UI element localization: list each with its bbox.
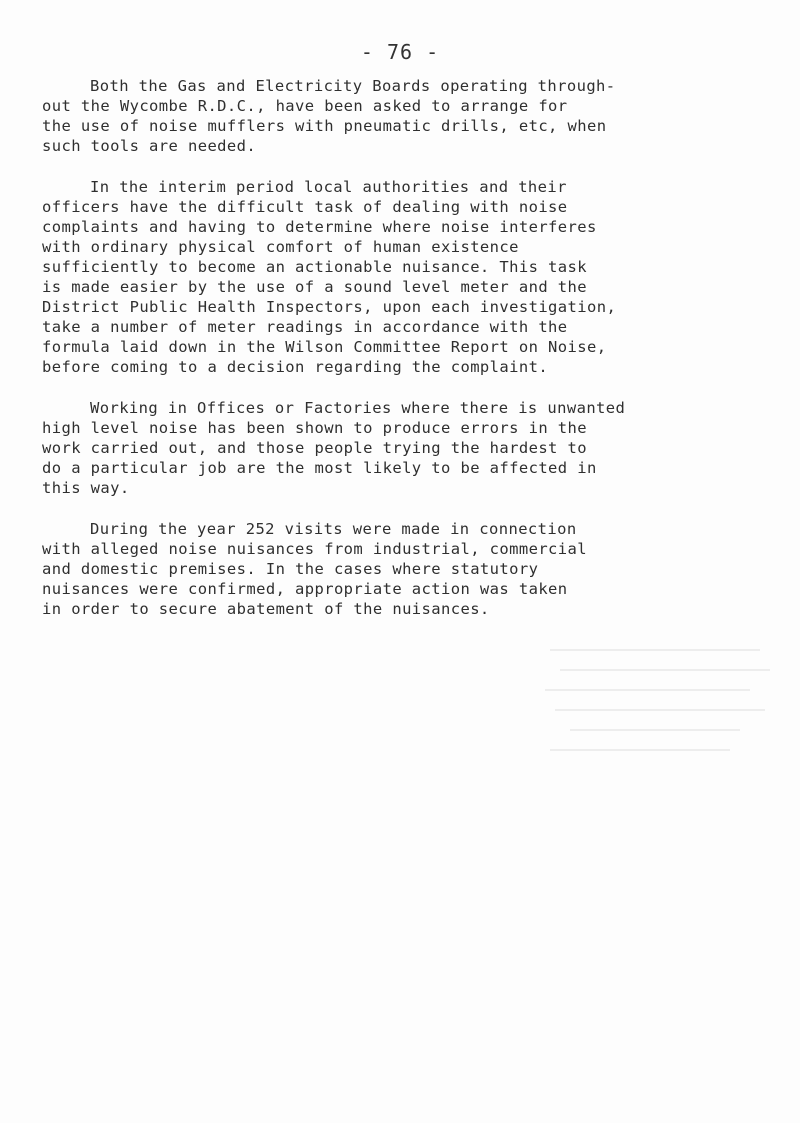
text-line: officers have the difficult task of dealing with noise <box>42 198 568 216</box>
page-number: - 76 - <box>360 40 440 64</box>
text-line: Both the Gas and Electricity Boards operating through- <box>90 77 616 95</box>
text-line: the use of noise mufflers with pneumatic drills, etc, when <box>42 117 607 135</box>
text-line: do a particular job are the most likely to be affected in <box>42 459 597 477</box>
text-line: with ordinary physical comfort of human existence <box>42 238 519 256</box>
document-body <box>42 76 782 640</box>
text-line: this way. <box>42 479 130 497</box>
text-line: In the interim period local authorities and their <box>90 178 567 196</box>
text-line: nuisances were confirmed, appropriate action was taken <box>42 580 568 598</box>
text-line: complaints and having to determine where noise interferes <box>42 218 597 236</box>
text-line: work carried out, and those people trying the hardest to <box>42 439 587 457</box>
paragraph-visits <box>42 519 782 619</box>
paragraph-offices-factories <box>42 398 782 498</box>
text-line: out the Wycombe R.D.C., have been asked to arrange for <box>42 97 568 115</box>
text-line: such tools are needed. <box>42 137 257 155</box>
text-line: sufficiently to become an actionable nuisance. This task <box>42 258 587 276</box>
text-line: with alleged noise nuisances from industrial, commercial <box>42 540 587 558</box>
text-line: is made easier by the use of a sound level meter and the <box>42 278 587 296</box>
text-line: During the year 252 visits were made in connection <box>90 520 577 538</box>
text-line: in order to secure abatement of the nuisances. <box>42 600 490 618</box>
text-line: and domestic premises. In the cases where statutory <box>42 560 539 578</box>
text-line: before coming to a decision regarding the complaint. <box>42 358 549 376</box>
text-line: Working in Offices or Factories where there is unwanted <box>90 399 626 417</box>
text-line: take a number of meter readings in accordance with the <box>42 318 568 336</box>
paragraph-interim-period <box>42 177 782 377</box>
text-line: formula laid down in the Wilson Committee Report on Noise, <box>42 338 607 356</box>
paragraph-gas-electricity <box>42 76 782 156</box>
text-line: high level noise has been shown to produce errors in the <box>42 419 587 437</box>
show-through-texture <box>540 640 780 760</box>
text-line: District Public Health Inspectors, upon each investigation, <box>42 298 617 316</box>
